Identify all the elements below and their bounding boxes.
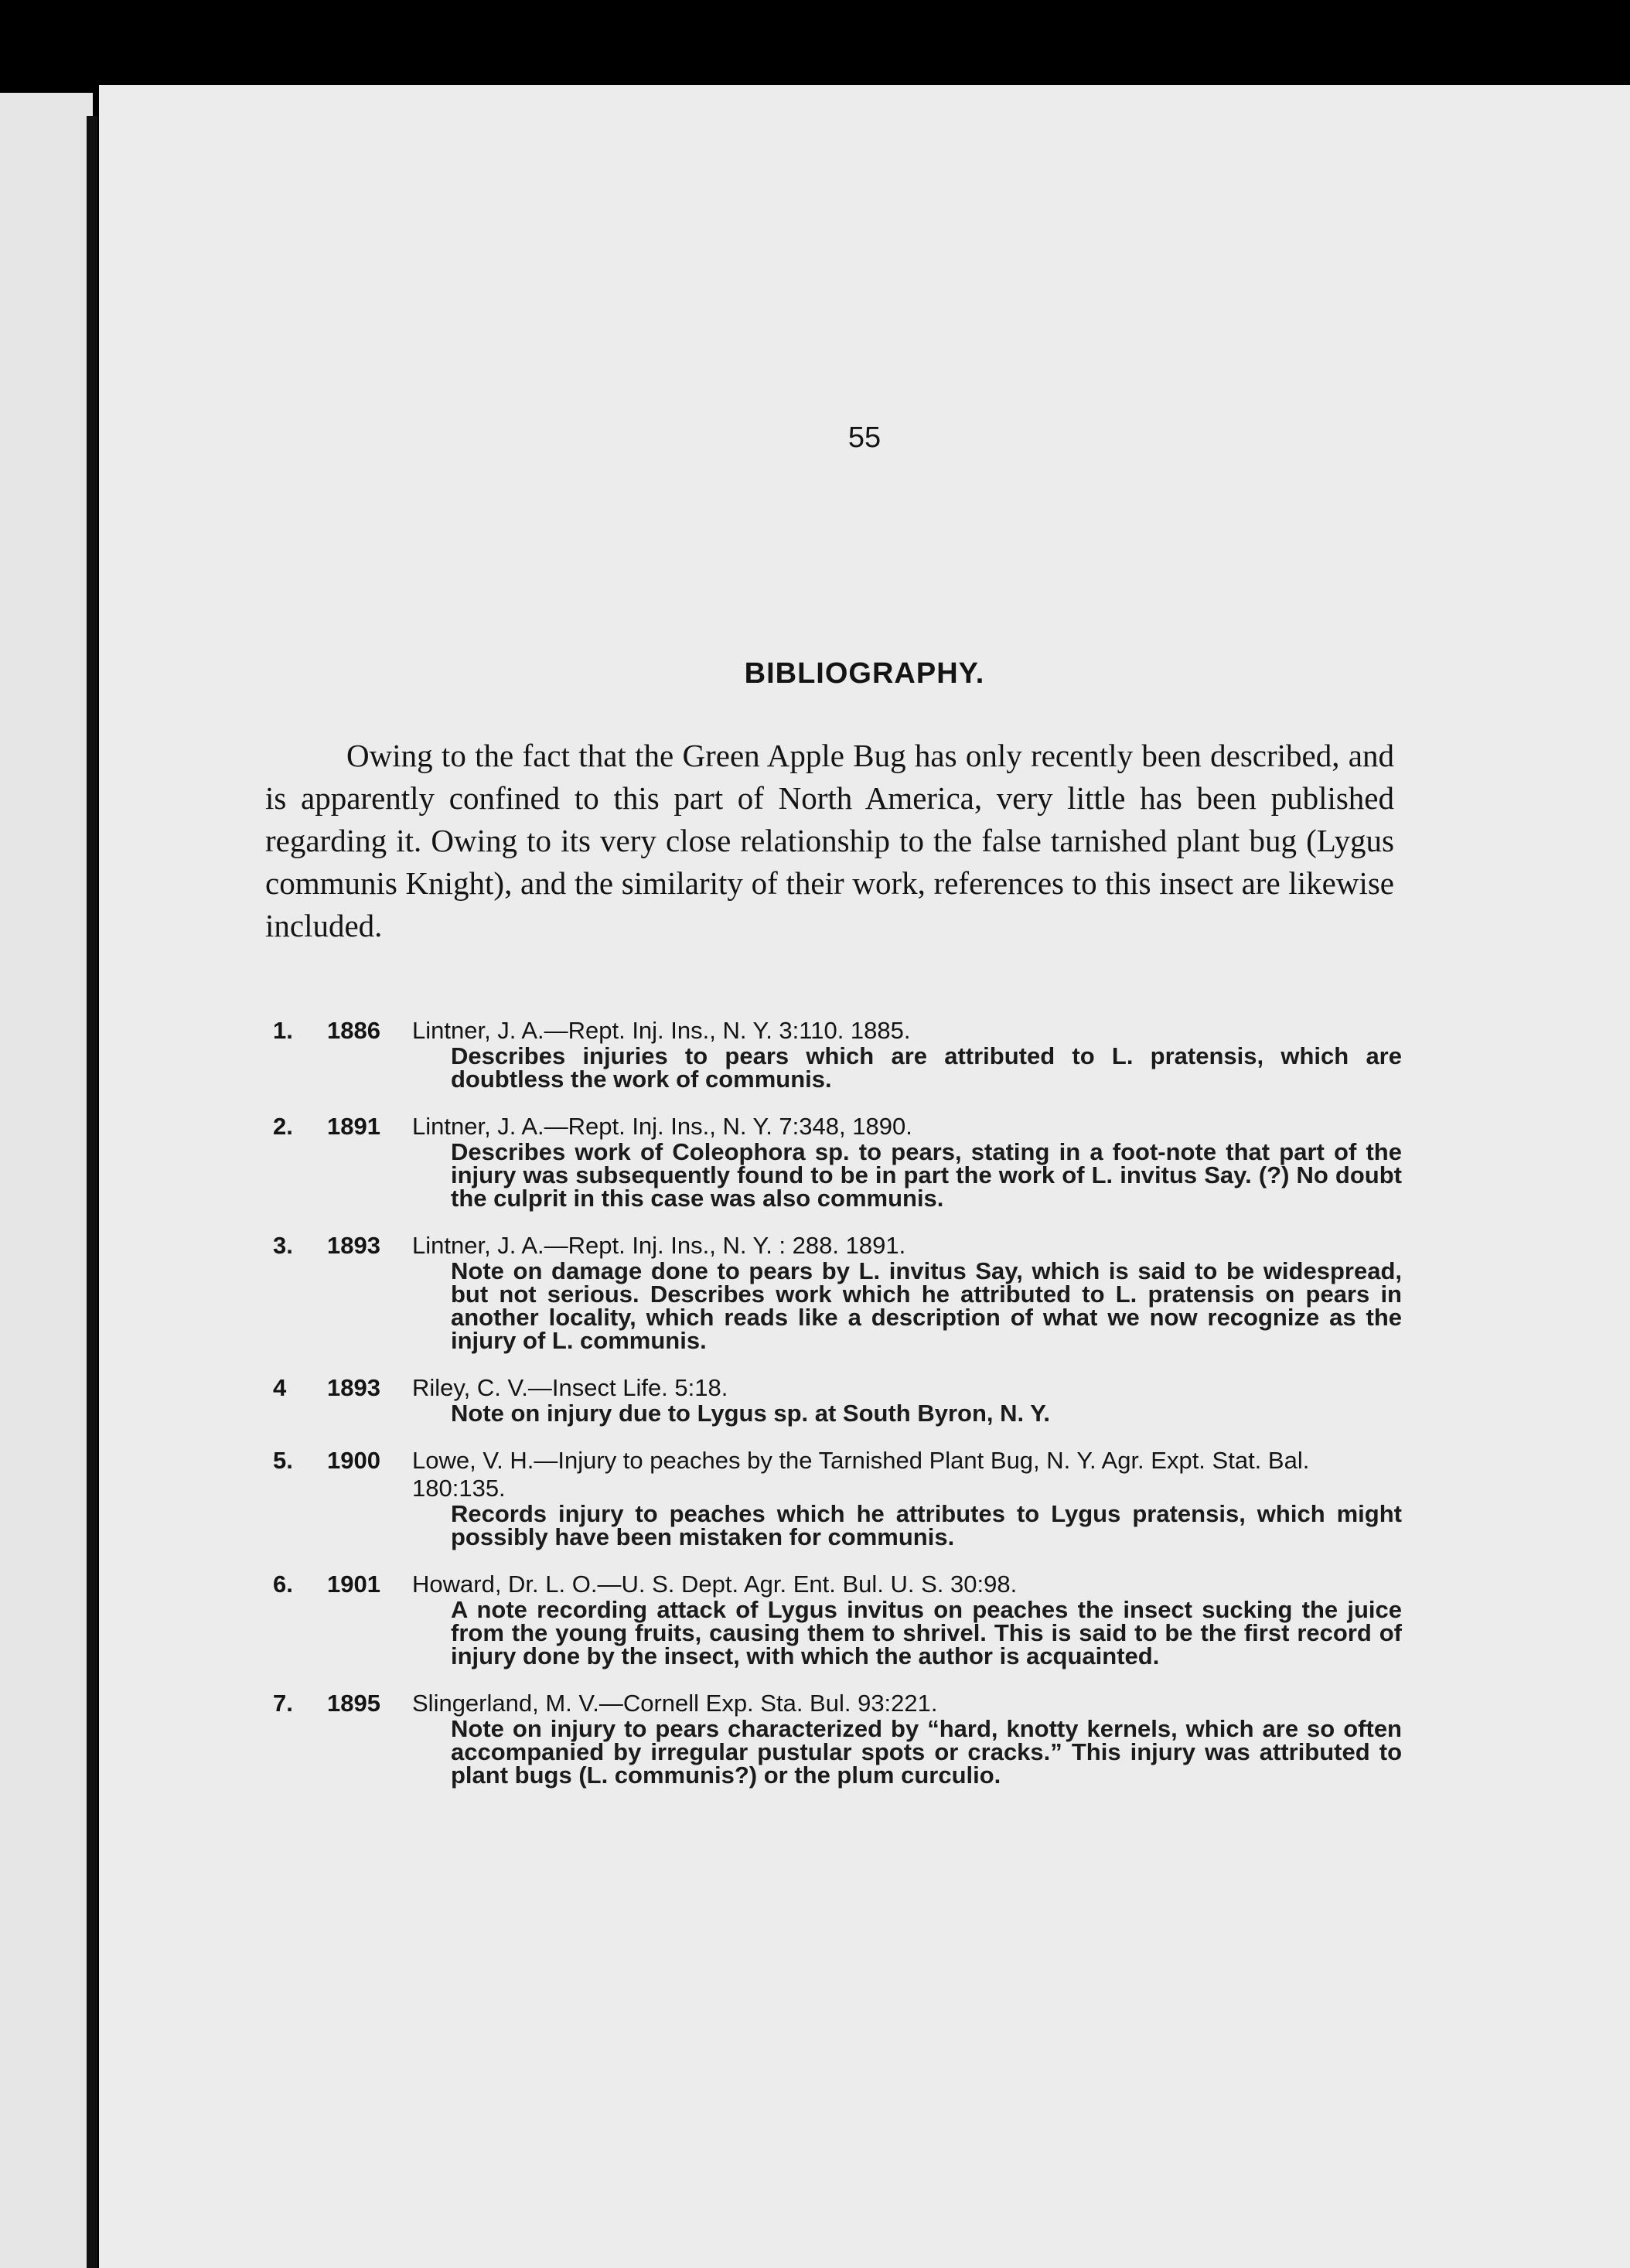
entry-body: [412, 1690, 1402, 1787]
entry-number: 1.: [273, 1017, 293, 1044]
entry-year: 1895: [327, 1690, 380, 1717]
book-binding: [87, 116, 97, 2268]
entry-year: 1886: [327, 1017, 380, 1044]
entry-note: Describes injuries to pears which are attributed to L. pratensis, which are doubtless the work of communis.: [451, 1042, 1402, 1093]
entry-number: 6.: [273, 1571, 293, 1598]
bibliography-entry: [273, 1690, 1402, 1787]
entry-note: Describes work of Coleophora sp. to pears, stating in a foot-note that part of the injury was subsequently found to be in part the work of L. invitus Say. (?) No doubt the culprit in this case was also communis.: [451, 1138, 1402, 1212]
entry-year: 1901: [327, 1571, 380, 1598]
page-heading: BIBLIOGRAPHY.: [744, 657, 985, 690]
entry-note: Note on injury due to Lygus sp. at South Byron, N. Y.: [451, 1400, 1051, 1427]
entry-number: 3.: [273, 1232, 293, 1259]
bibliography-entry: [273, 1232, 1402, 1352]
entry-year: 1893: [327, 1374, 380, 1401]
entry-number: 2.: [273, 1113, 293, 1140]
entry-citation: Slingerland, M. V.—Cornell Exp. Sta. Bul. 93:221.: [412, 1690, 938, 1717]
page-number: 55: [847, 421, 881, 454]
entry-year: 1900: [327, 1447, 380, 1474]
entry-body: [412, 1447, 1402, 1549]
entry-note: A note recording attack of Lygus invitus on peaches the insect sucking the juice from the young fruits, causing them to shrivel. This is said to be the first record of injury done by the insect, with which the author is acquainted.: [451, 1596, 1402, 1669]
entry-body: [412, 1571, 1402, 1668]
bibliography-entry: [273, 1571, 1402, 1668]
entry-year: 1893: [327, 1232, 380, 1259]
entry-citation: Lintner, J. A.—Rept. Inj. Ins., N. Y. 7:348, 1890.: [412, 1113, 912, 1140]
entry-note: Records injury to peaches which he attributes to Lygus pratensis, which might possibly have been mistaken for communis.: [451, 1500, 1402, 1550]
facing-page-edge: [0, 93, 93, 2268]
bibliography-entry: [273, 1113, 1402, 1210]
entry-number: 5.: [273, 1447, 293, 1474]
entry-citation: Lintner, J. A.—Rept. Inj. Ins., N. Y. : 288. 1891.: [412, 1232, 906, 1259]
entry-number: 7.: [273, 1690, 293, 1717]
entry-year: 1891: [327, 1113, 380, 1140]
bibliography-entry: [273, 1374, 1402, 1425]
bibliography-entry: [273, 1017, 1402, 1091]
entry-body: [412, 1232, 1402, 1352]
bibliography-entry: [273, 1447, 1402, 1549]
book-page: [99, 85, 1630, 2268]
entry-number: 4: [273, 1374, 287, 1401]
bibliography-list: [273, 1017, 1402, 1809]
entry-citation: Howard, Dr. L. O.—U. S. Dept. Agr. Ent. Bul. U. S. 30:98.: [412, 1571, 1018, 1598]
entry-citation: Lowe, V. H.—Injury to peaches by the Tarnished Plant Bug, N. Y. Agr. Expt. Stat. Bal. 180:135.: [412, 1447, 1310, 1502]
entry-body: [412, 1113, 1402, 1210]
entry-note: Note on injury to pears characterized by “hard, knotty kernels, which are so often accompanied by irregular pustular spots or cracks.” This injury was attributed to plant bugs (L. communis?) or the plum curculio.: [451, 1715, 1402, 1789]
intro-paragraph: Owing to the fact that the Green Apple Bug has only recently been described, and is apparently confined to this part of North America, very little has been published regarding it. Owing to its very close relationship to the false tarnished plant bug (Lygus communis Knight), and the similarity of their work, references to this insect are likewise included.: [265, 738, 1394, 943]
entry-note: Note on damage done to pears by L. invitus Say, which is said to be widespread, but not serious. Describes work which he attributed to L. pratensis on pears in another locality, which reads like a description of what we now recognize as the injury of L. communis.: [451, 1257, 1402, 1354]
entry-citation: Lintner, J. A.—Rept. Inj. Ins., N. Y. 3:110. 1885.: [412, 1017, 911, 1044]
entry-body: [412, 1017, 1402, 1091]
entry-citation: Riley, C. V.—Insect Life. 5:18.: [412, 1374, 728, 1401]
entry-body: [412, 1374, 1402, 1425]
